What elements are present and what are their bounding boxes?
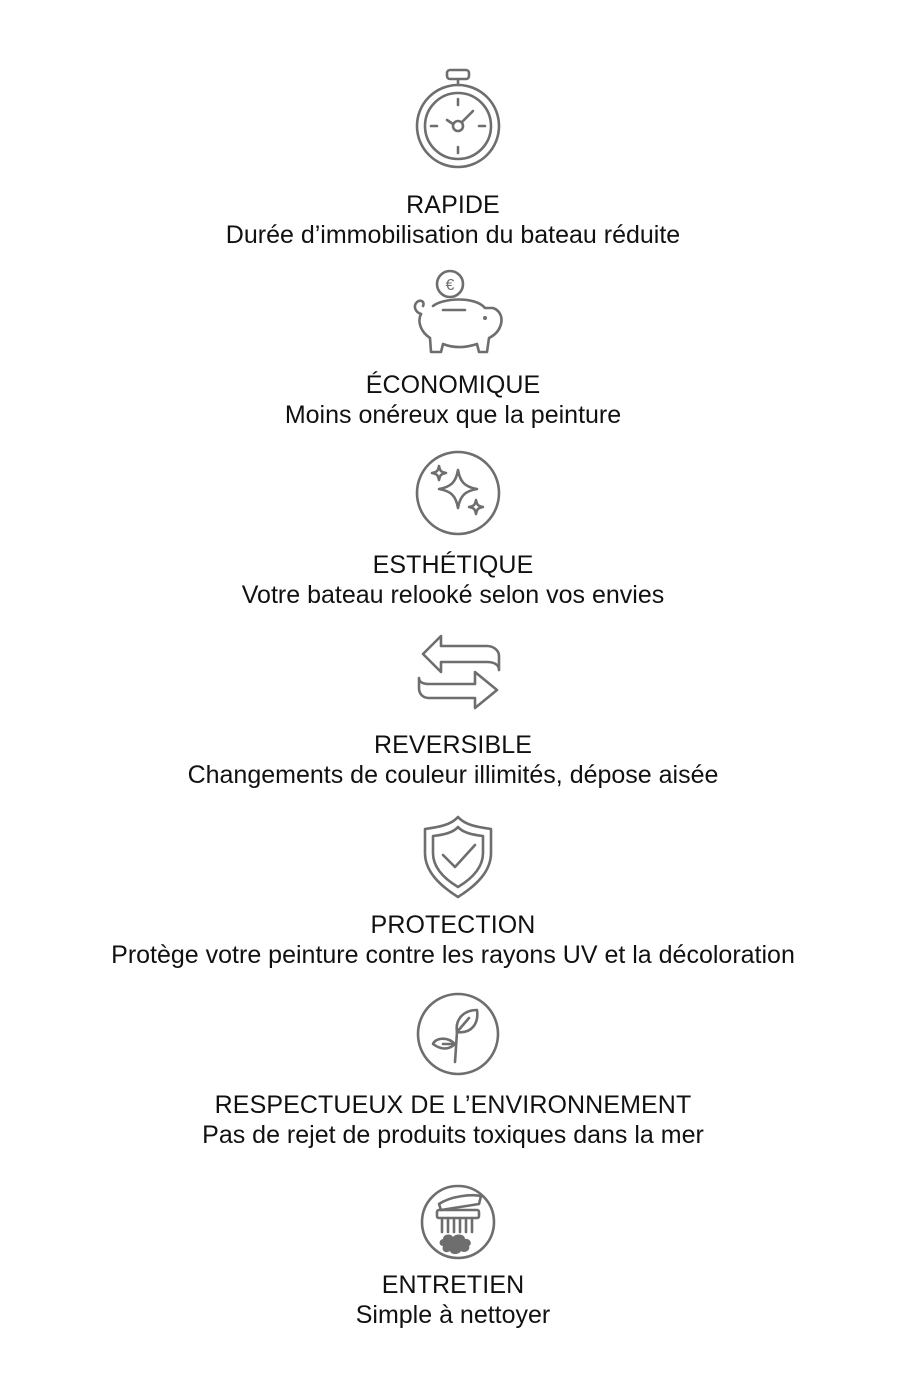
feature-description: Simple à nettoyer	[355, 1301, 551, 1329]
feature-description: Moins onéreux que la peinture	[284, 401, 622, 429]
feature-title: RAPIDE	[406, 191, 500, 219]
feature-description: Votre bateau relooké selon vos envies	[241, 581, 665, 609]
feature-title: PROTECTION	[370, 911, 536, 939]
feature-description: Pas de rejet de produits toxiques dans la mer	[202, 1121, 704, 1149]
shield-check-icon	[413, 805, 503, 915]
feature-title: ESTHÉTIQUE	[372, 551, 534, 579]
feature-title: ENTRETIEN	[381, 1271, 525, 1299]
sparkles-icon	[413, 442, 503, 552]
feature-title: RESPECTUEUX DE L’ENVIRONNEMENT	[214, 1091, 692, 1119]
stopwatch-icon	[413, 62, 503, 172]
leaf-icon	[413, 982, 503, 1092]
feature-description: Protège votre peinture contre les rayons UV et la décoloration	[111, 941, 795, 969]
svg-text:€: €	[445, 277, 455, 294]
feature-description: Durée d’immobilisation du bateau réduite	[225, 221, 681, 249]
feature-title: ÉCONOMIQUE	[365, 371, 541, 399]
swap-arrows-icon	[413, 622, 503, 732]
feature-description: Changements de couleur illimités, dépose aisée	[187, 761, 719, 789]
feature-title: REVERSIBLE	[373, 731, 532, 759]
cleaning-brush-icon	[413, 1170, 503, 1280]
piggy-bank-euro-icon	[413, 262, 503, 372]
